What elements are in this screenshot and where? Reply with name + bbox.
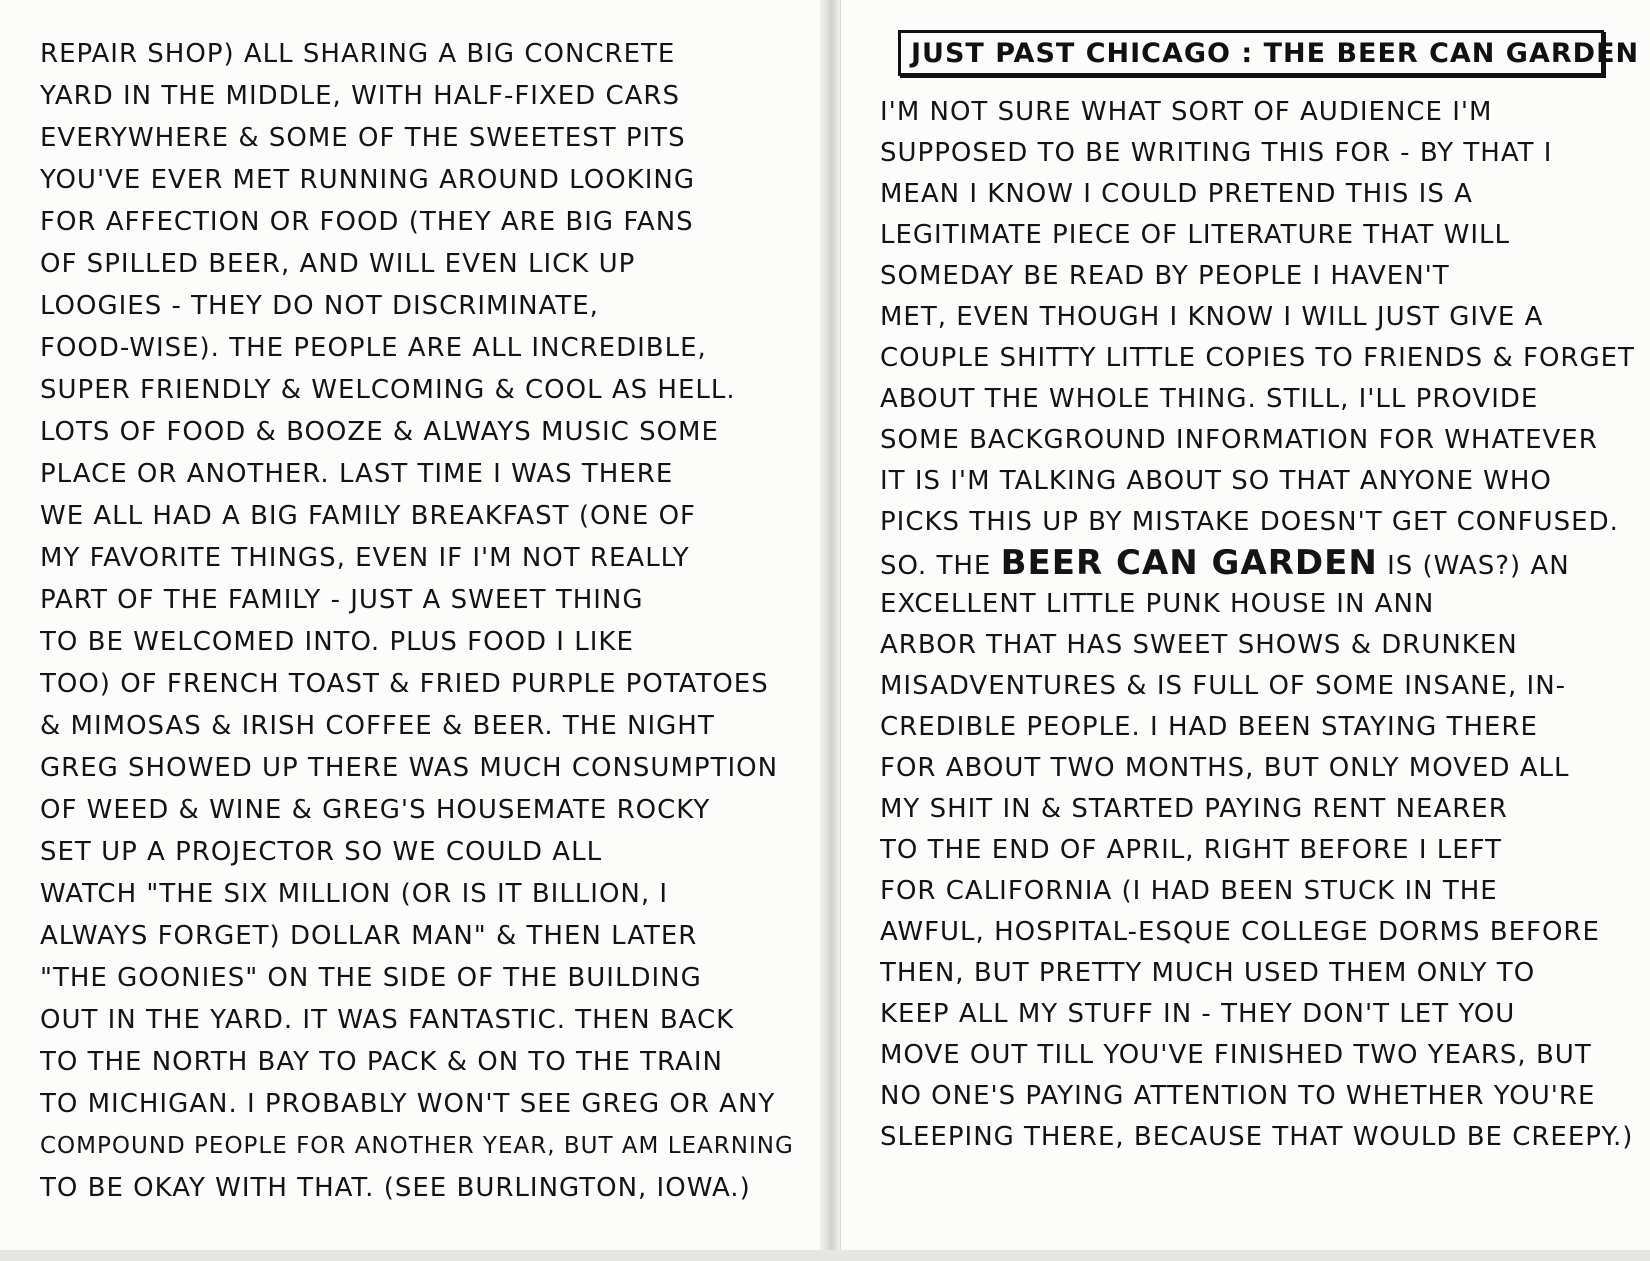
highlight-pre: SO. THE bbox=[880, 551, 1001, 581]
text-line: TO BE WELCOMED INTO. PLUS FOOD I LIKE bbox=[40, 628, 634, 657]
text-line: WE ALL HAD A BIG FAMILY BREAKFAST (ONE OF bbox=[40, 502, 696, 531]
text-line: SUPER FRIENDLY & WELCOMING & COOL AS HELL. bbox=[40, 376, 736, 405]
text-line: THEN, BUT PRETTY MUCH USED THEM ONLY TO bbox=[880, 959, 1536, 988]
text-line: I'M NOT SURE WHAT SORT OF AUDIENCE I'M bbox=[880, 98, 1493, 127]
text-line: FOOD-WISE). THE PEOPLE ARE ALL INCREDIBLE, bbox=[40, 334, 707, 363]
text-line: MY FAVORITE THINGS, EVEN IF I'M NOT REALLY bbox=[40, 544, 690, 573]
text-line: MY SHIT IN & STARTED PAYING RENT NEARER bbox=[880, 795, 1508, 824]
text-line: WATCH "THE SIX MILLION (OR IS IT BILLION, I bbox=[40, 880, 669, 909]
text-line: YOU'VE EVER MET RUNNING AROUND LOOKING bbox=[40, 166, 695, 195]
text-line: LOTS OF FOOD & BOOZE & ALWAYS MUSIC SOME bbox=[40, 418, 719, 447]
text-line: REPAIR SHOP) ALL SHARING A BIG CONCRETE bbox=[40, 40, 676, 69]
page-bottom-edge bbox=[0, 1250, 1650, 1261]
text-line: ARBOR THAT HAS SWEET SHOWS & DRUNKEN bbox=[880, 631, 1518, 660]
page-gutter bbox=[820, 0, 840, 1261]
text-line: MET, EVEN THOUGH I KNOW I WILL JUST GIVE A bbox=[880, 303, 1544, 332]
text-line: ALWAYS FORGET) DOLLAR MAN" & THEN LATER bbox=[40, 922, 698, 951]
text-line: NO ONE'S PAYING ATTENTION TO WHETHER YOU'RE bbox=[880, 1082, 1596, 1111]
text-line: OF WEED & WINE & GREG'S HOUSEMATE ROCKY bbox=[40, 796, 711, 825]
text-line: MEAN I KNOW I COULD PRETEND THIS IS A bbox=[880, 180, 1473, 209]
text-line: TO THE END OF APRIL, RIGHT BEFORE I LEFT bbox=[880, 836, 1503, 865]
text-line: AWFUL, HOSPITAL-ESQUE COLLEGE DORMS BEFORE bbox=[880, 918, 1600, 947]
text-line: ABOUT THE WHOLE THING. STILL, I'LL PROVIDE bbox=[880, 385, 1539, 414]
text-line: TO BE OKAY WITH THAT. (SEE BURLINGTON, IOWA.) bbox=[40, 1174, 751, 1203]
text-line: GREG SHOWED UP THERE WAS MUCH CONSUMPTION bbox=[40, 754, 779, 783]
text-line: EXCELLENT LITTLE PUNK HOUSE IN ANN bbox=[880, 590, 1435, 619]
text-line: COMPOUND PEOPLE FOR ANOTHER YEAR, BUT AM LEARNING bbox=[40, 1133, 794, 1159]
text-line: FOR AFFECTION OR FOOD (THEY ARE BIG FANS bbox=[40, 208, 694, 237]
section-title: JUST PAST CHICAGO : THE BEER CAN GARDEN bbox=[911, 37, 1640, 69]
text-line: MOVE OUT TILL YOU'VE FINISHED TWO YEARS, BUT bbox=[880, 1041, 1592, 1070]
text-line: PART OF THE FAMILY - JUST A SWEET THING bbox=[40, 586, 644, 615]
text-line: SUPPOSED TO BE WRITING THIS FOR - BY THAT I bbox=[880, 139, 1553, 168]
text-line: TO THE NORTH BAY TO PACK & ON TO THE TRAIN bbox=[40, 1048, 723, 1077]
text-line: SOMEDAY BE READ BY PEOPLE I HAVEN'T bbox=[880, 262, 1450, 291]
text-line: MISADVENTURES & IS FULL OF SOME INSANE, IN- bbox=[880, 672, 1567, 701]
text-line: CREDIBLE PEOPLE. I HAD BEEN STAYING THERE bbox=[880, 713, 1538, 742]
text-line: LEGITIMATE PIECE OF LITERATURE THAT WILL bbox=[880, 221, 1510, 250]
text-line: SLEEPING THERE, BECAUSE THAT WOULD BE CREEPY.) bbox=[880, 1123, 1634, 1152]
text-line: YARD IN THE MIDDLE, WITH HALF-FIXED CARS bbox=[40, 82, 680, 111]
text-line: "THE GOONIES" ON THE SIDE OF THE BUILDING bbox=[40, 964, 702, 993]
left-page bbox=[0, 0, 821, 1250]
text-line: FOR CALIFORNIA (I HAD BEEN STUCK IN THE bbox=[880, 877, 1498, 906]
text-line: PLACE OR ANOTHER. LAST TIME I WAS THERE bbox=[40, 460, 674, 489]
text-line: SET UP A PROJECTOR SO WE COULD ALL bbox=[40, 838, 603, 867]
section-title-box bbox=[898, 30, 1640, 76]
beer-can-garden-emphasis: BEER CAN GARDEN bbox=[1000, 549, 1378, 583]
text-line: FOR ABOUT TWO MONTHS, BUT ONLY MOVED ALL bbox=[880, 754, 1570, 783]
text-line: IT IS I'M TALKING ABOUT SO THAT ANYONE WHO bbox=[880, 467, 1552, 496]
text-line: KEEP ALL MY STUFF IN - THEY DON'T LET YOU bbox=[880, 1000, 1516, 1029]
text-line: SOME BACKGROUND INFORMATION FOR WHATEVER bbox=[880, 426, 1598, 455]
text-line: COUPLE SHITTY LITTLE COPIES TO FRIENDS & FORGET bbox=[880, 344, 1635, 373]
text-line: TO MICHIGAN. I PROBABLY WON'T SEE GREG OR ANY bbox=[40, 1090, 776, 1119]
text-line: OF SPILLED BEER, AND WILL EVEN LICK UP bbox=[40, 250, 636, 279]
highlight-post: IS (WAS?) AN bbox=[1377, 551, 1570, 581]
text-line: & MIMOSAS & IRISH COFFEE & BEER. THE NIGHT bbox=[40, 712, 715, 741]
text-line: OUT IN THE YARD. IT WAS FANTASTIC. THEN BACK bbox=[40, 1006, 735, 1035]
text-line: EVERYWHERE & SOME OF THE SWEETEST PITS bbox=[40, 124, 686, 153]
right-page-text bbox=[880, 98, 1640, 1164]
text-line: PICKS THIS UP BY MISTAKE DOESN'T GET CONFUSED. bbox=[880, 508, 1619, 537]
text-line: TOO) OF FRENCH TOAST & FRIED PURPLE POTATOES bbox=[40, 670, 769, 699]
text-line: LOOGIES - THEY DO NOT DISCRIMINATE, bbox=[40, 292, 599, 321]
text-line-highlight bbox=[880, 549, 1640, 590]
left-page-text bbox=[40, 40, 800, 1216]
